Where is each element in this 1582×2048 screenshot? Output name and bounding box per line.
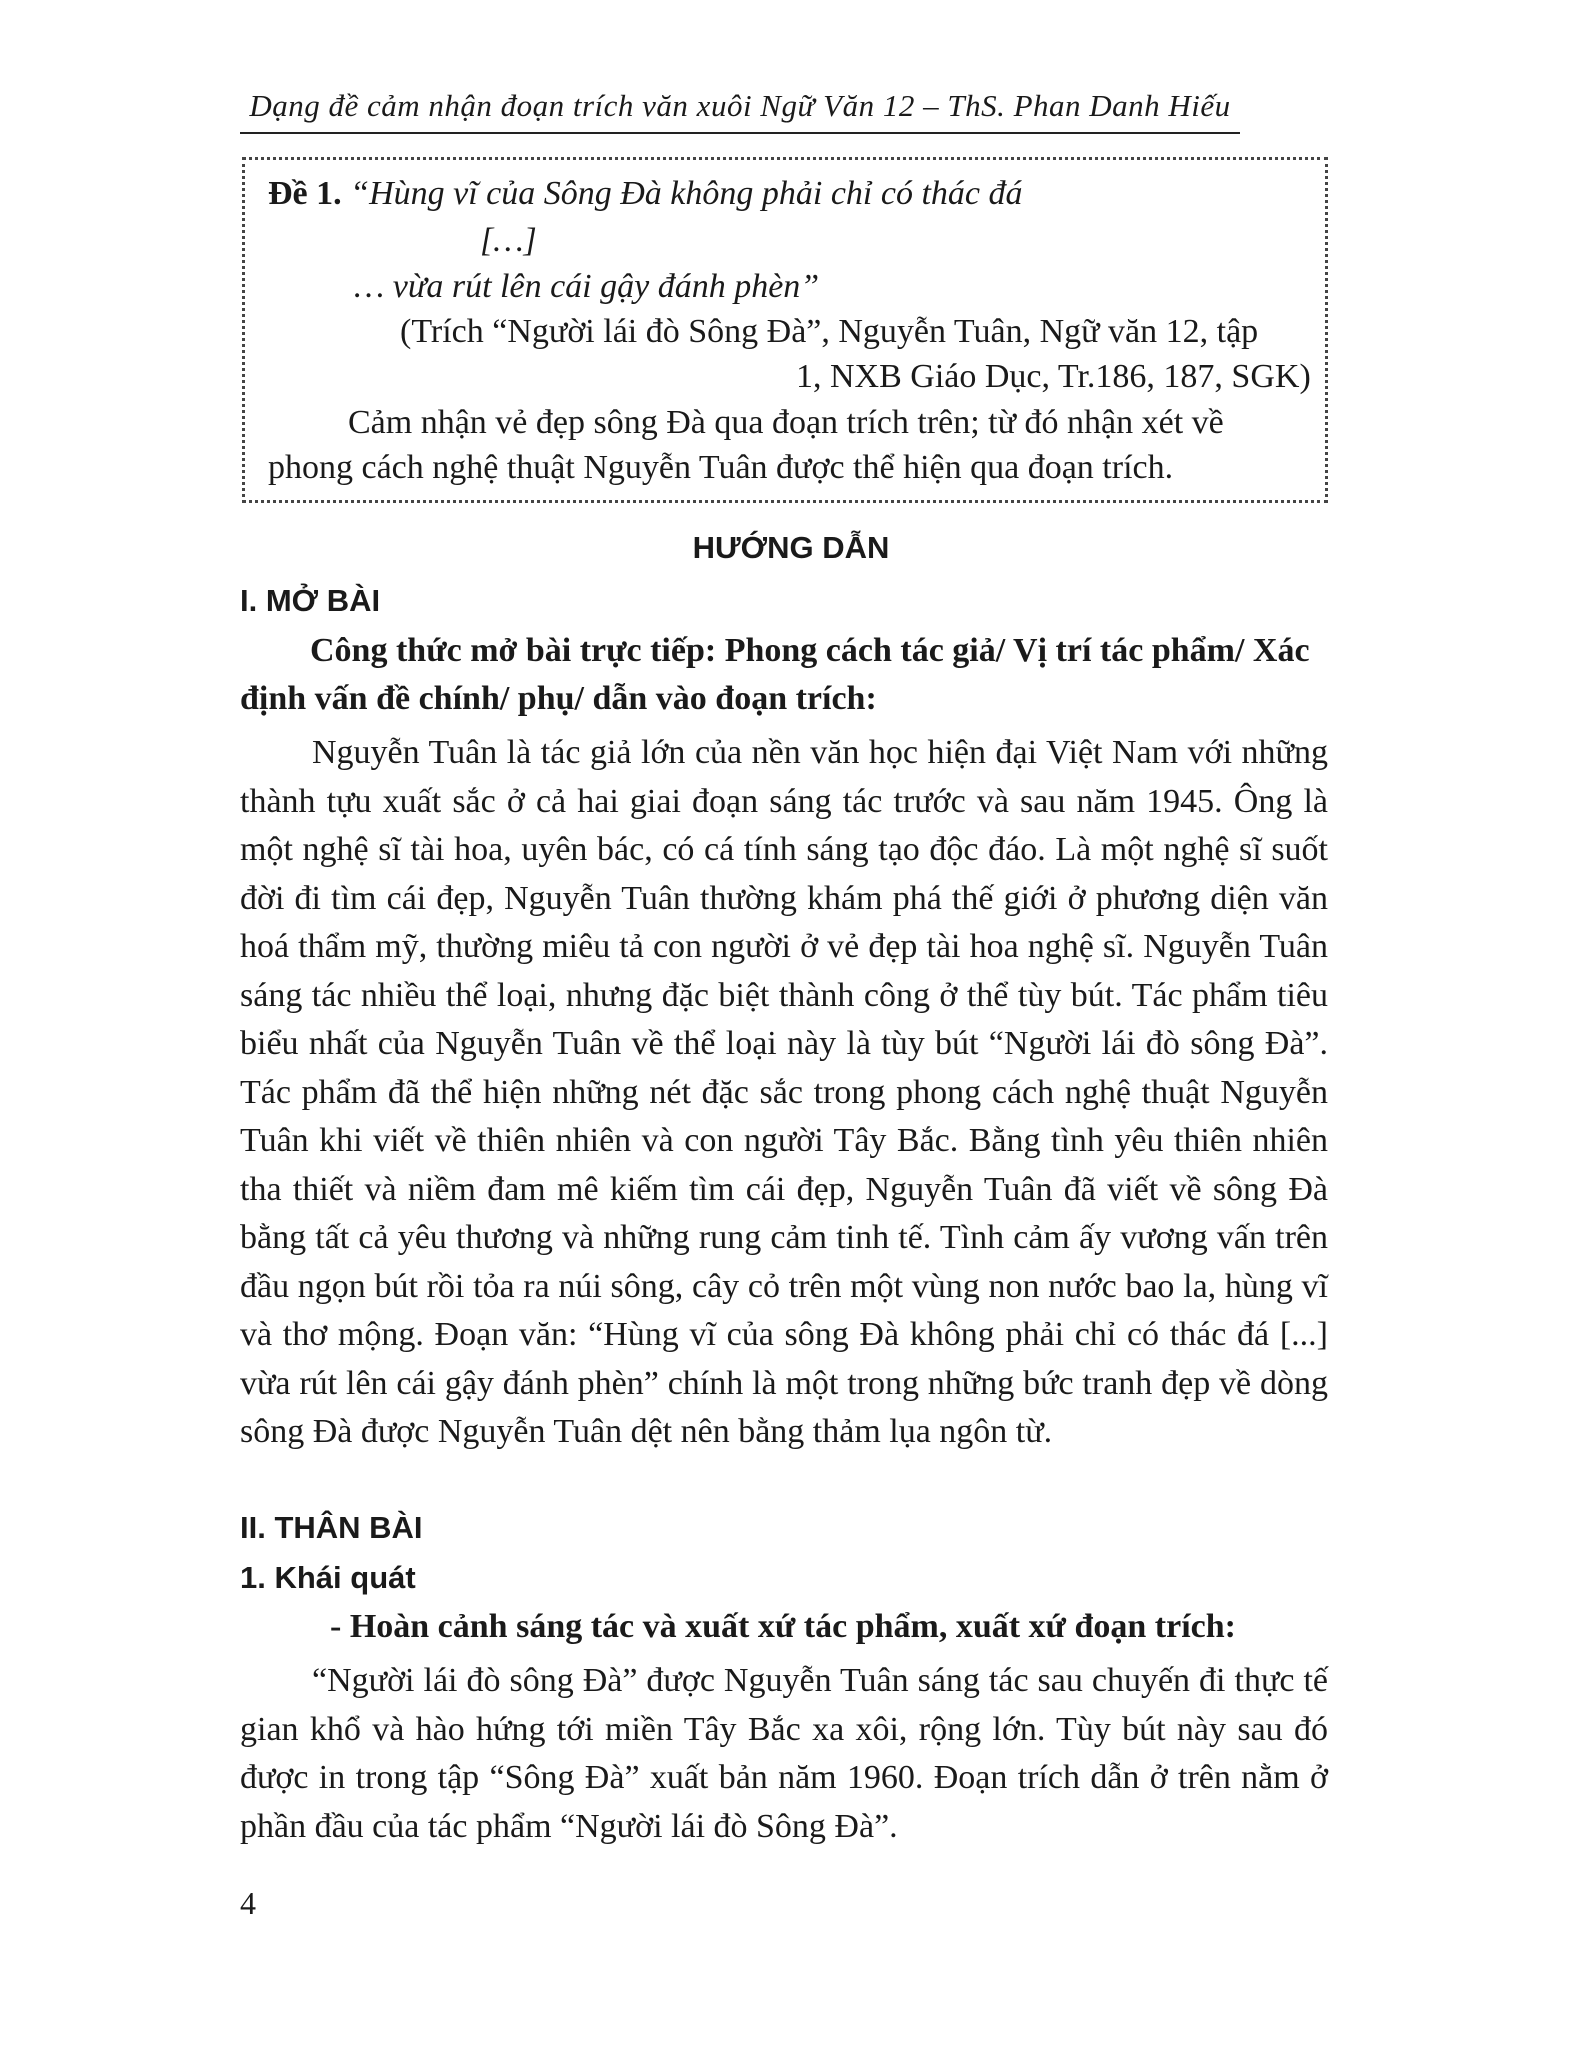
overview-bullet: - Hoàn cảnh sáng tác và xuất xứ tác phẩm, xuất xứ đoạn trích:	[330, 1608, 1236, 1645]
question-task-1: Cảm nhận vẻ đẹp sông Đà qua đoạn trích trên; từ đó nhận xét về	[348, 404, 1224, 441]
guide-title: HƯỚNG DẪN	[692, 530, 890, 565]
page-number: 4	[240, 1885, 256, 1921]
question-ellipsis: […]	[480, 222, 537, 259]
overview-paragraph: “Người lái đò sông Đà” được Nguyễn Tuân sáng tác sau chuyến đi thực tế gian khổ và hào hứng tới miền Tây Bắc xa xôi, rộng lớn. Tùy bút này sau đó được in trong tập “Sông Đà” xuất bản năm 1960. Đoạn trích dẫn ở trên nằm ở phần đầu của tác phẩm “Người lái đò Sông Đà”.	[240, 1662, 1328, 1845]
question-source-2: 1, NXB Giáo Dục, Tr.186, 187, SGK)	[796, 358, 1311, 395]
running-header: Dạng đề cảm nhận đoạn trích văn xuôi Ngữ Văn 12 – ThS. Phan Danh Hiếu	[240, 88, 1240, 134]
question-task-2: phong cách nghệ thuật Nguyễn Tuân được thể hiện qua đoạn trích.	[268, 449, 1174, 486]
section-heading-body: II. THÂN BÀI	[240, 1510, 423, 1545]
question-quote-start: “Hùng vĩ của Sông Đà không phải chỉ có thác đá	[350, 175, 1023, 212]
question-quote-end: … vừa rút lên cái gậy đánh phèn”	[354, 268, 820, 305]
section-heading-intro: I. MỞ BÀI	[240, 583, 381, 618]
intro-formula-line-2: định vấn đề chính/ phụ/ dẫn vào đoạn trích:	[240, 680, 877, 717]
subsection-heading-overview: 1. Khái quát	[240, 1560, 416, 1595]
intro-paragraph: Nguyễn Tuân là tác giả lớn của nền văn học hiện đại Việt Nam với những thành tựu xuất sắc ở cả hai giai đoạn sáng tác trước và sau năm 1945. Ông là một nghệ sĩ tài hoa, uyên bác, có cá tính sáng tạo độc đáo. Là một nghệ sĩ suốt đời đi tìm cái đẹp, Nguyễn Tuân thường khám phá thế giới ở phương diện văn hoá thẩm mỹ, thường miêu tả con người ở vẻ đẹp tài hoa nghệ sĩ. Nguyễn Tuân sáng tác nhiều thể loại, nhưng đặc biệt thành công ở thể tùy bút. Tác phẩm tiêu biểu nhất của Nguyễn Tuân về thể loại này là tùy bút “Người lái đò sông Đà”. Tác phẩm đã thể hiện những nét đặc sắc trong phong cách nghệ thuật Nguyễn Tuân khi viết về thiên nhiên và con người Tây Bắc. Bằng tình yêu thiên nhiên tha thiết và niềm đam mê kiếm tìm cái đẹp, Nguyễn Tuân đã viết về sông Đà bằng tất cả yêu thương và những rung cảm tinh tế. Tình cảm ấy vương vấn trên đầu ngọn bút rồi tỏa ra núi sông, cây cỏ trên một vùng non nước bao la, hùng vĩ và thơ mộng. Đoạn văn: “Hùng vĩ của sông Đà không phải chỉ có thác đá [...] vừa rút lên cái gậy đánh phèn” chính là một trong những bức tranh đẹp về dòng sông Đà được Nguyễn Tuân dệt nên bằng thảm lụa ngôn từ.	[240, 734, 1328, 1450]
question-source-1: (Trích “Người lái đò Sông Đà”, Nguyễn Tuân, Ngữ văn 12, tập	[400, 313, 1259, 350]
question-label: Đề 1.	[268, 175, 342, 212]
intro-formula-line-1: Công thức mở bài trực tiếp: Phong cách tác giả/ Vị trí tác phẩm/ Xác	[310, 632, 1310, 669]
question-line-1	[268, 175, 1023, 213]
